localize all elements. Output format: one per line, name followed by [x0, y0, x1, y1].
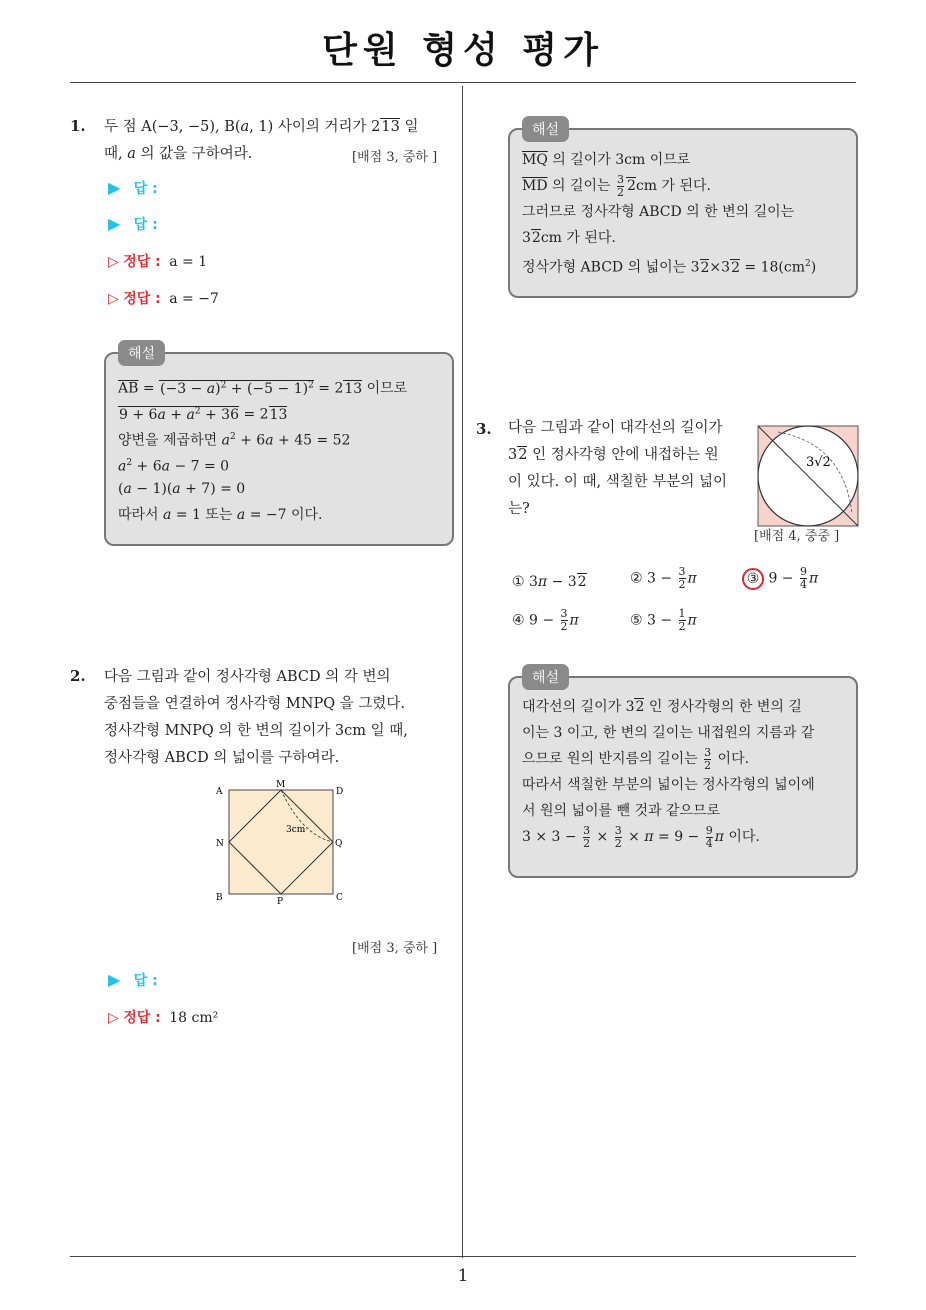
q2-line: 다음 그림과 같이 정사각형 ABCD 의 각 변의: [104, 669, 391, 685]
header-divider: [70, 82, 856, 83]
footer-divider: [70, 1256, 856, 1257]
q1-exp-line: $\overline{AB} = (-3 - a)^2 + (-5 - 1)^2 = 213$ 이므로: [118, 380, 408, 397]
q3-exp-line: 대각선의 길이가 32 인 정사각형의 한 변의 길: [522, 699, 802, 715]
label-q: Q: [335, 839, 343, 849]
q1-answer-1[interactable]: ▶ 답 :: [108, 178, 158, 197]
q3-choice-2[interactable]: ② 3 − $\frac{3}{2}$ π: [630, 565, 697, 591]
diagonal-label: 3√2: [806, 455, 831, 470]
page-title: 단원 형성 평가: [322, 30, 604, 71]
label-c: C: [336, 893, 343, 903]
q1-exp-line: 따라서 a = 1 또는 a = −7 이다.: [118, 507, 323, 523]
q3-choice-3[interactable]: ③ 9 − $\frac{9}{4}$ π: [742, 566, 818, 591]
q2-number: 2.: [70, 667, 86, 685]
q3-explanation-text: [522, 694, 852, 850]
q2-explanation-text: [522, 147, 852, 277]
q3-line: 이 있다. 이 때, 색칠한 부분의 넓이: [508, 474, 727, 490]
triangle-outline-icon: ▷: [108, 254, 119, 270]
q1-number: 1.: [70, 117, 86, 135]
q1-line2: 때, a 의 값을 구하여라.: [104, 146, 253, 162]
q1-line1: 두 점 A(−3, −5), B(a, 1) 사이의 거리가 213 일: [104, 119, 419, 135]
q2-points: [배점 3, 중하 ]: [352, 941, 438, 956]
q1-explanation-tag: 해설: [118, 340, 165, 366]
column-divider: [462, 86, 463, 1258]
arrow-right-icon: ▶: [108, 970, 121, 989]
q3-line: 는?: [508, 501, 530, 517]
q2-exp-line: 정삭가형 ABCD 의 넓이는 $32\times 32 = 18(cm^2)$: [522, 259, 817, 276]
q3-exp-line: 3 × 3 − $\frac{3}{2}$ × $\frac{3}{2}$ × π = 9 − $\frac{9}{4}$ π 이다.: [522, 823, 760, 850]
label-length: 3cm: [286, 825, 306, 835]
q2-line: 정사각형 ABCD 의 넓이를 구하여라.: [104, 750, 340, 766]
q1-exp-line: 양변을 제곱하면 $a^2 + 6a + 45 = 52$: [118, 432, 351, 449]
triangle-outline-icon: ▷: [108, 1010, 119, 1026]
square-abcd: [229, 790, 333, 894]
q3-choice-4[interactable]: ④ 9 − $\frac{3}{2}$ π: [512, 607, 579, 633]
q2-correct: ▷ 정답 : 18 cm²: [108, 1010, 219, 1026]
q2-answer[interactable]: ▶ 답 :: [108, 970, 158, 989]
q1-exp-line: $a^2 + 6a - 7 = 0$: [118, 458, 230, 475]
arrow-right-icon: ▶: [108, 178, 121, 197]
q2-exp-line: $\overline{MQ}$ 의 길이가 3cm 이므로: [522, 152, 691, 168]
label-d: D: [336, 787, 344, 797]
label-m: M: [276, 780, 286, 790]
q3-points: [배점 4, 중중 ]: [754, 529, 840, 544]
q2-exp-line: $\overline{MD}$ 의 길이는 $\frac{3}{2}$ 2cm 가 된다.: [522, 172, 711, 199]
q3-line: 다음 그림과 같이 대각선의 길이가: [508, 420, 723, 436]
q3-line: 32 인 정사각형 안에 내접하는 원: [508, 447, 719, 463]
q3-choice-1[interactable]: ① 3π − 32: [512, 574, 587, 590]
label-n: N: [216, 839, 224, 849]
q1-correct-2: ▷ 정답 : a = −7: [108, 291, 219, 307]
page-number: 1: [457, 1266, 469, 1286]
q3-choice-5[interactable]: ⑤ 3 − $\frac{1}{2}$ π: [630, 607, 697, 633]
q1-points: [배점 3, 중하 ]: [352, 150, 438, 165]
q2-exp-line: 그러므로 정사각형 ABCD 의 한 변의 길이는: [522, 204, 795, 220]
q3-exp-line: 따라서 색칠한 부분의 넓이는 정사각형의 넓이에: [522, 777, 815, 793]
q2-explanation-tag: 해설: [522, 116, 569, 142]
q1-exp-line: $9 + 6a + a^2 + 36 = 213$: [119, 406, 288, 423]
q3-explanation-tag: 해설: [522, 664, 569, 690]
label-p: P: [277, 897, 284, 906]
q2-line: 정사각형 MNPQ 의 한 변의 길이가 3cm 일 때,: [104, 723, 408, 739]
q2-text: [104, 664, 454, 772]
q2-figure: [212, 780, 352, 906]
q3-exp-line: 으므로 원의 반지름의 길이는 $\frac{3}{2}$ 이다.: [522, 745, 750, 772]
q3-exp-line: 이는 3 이고, 한 변의 길이는 내접원의 지름과 같: [522, 725, 815, 741]
q3-exp-line: 서 원의 넓이를 뺀 것과 같으므로: [522, 803, 721, 819]
triangle-outline-icon: ▷: [108, 291, 119, 307]
q1-correct-1: ▷ 정답 : a = 1: [108, 254, 208, 270]
selected-circle-icon: ③: [742, 568, 764, 590]
label-b: B: [216, 893, 223, 903]
q2-exp-line: 32cm 가 된다.: [522, 230, 616, 246]
arrow-right-icon: ▶: [108, 214, 121, 233]
label-a: A: [216, 787, 223, 797]
q2-line: 중점들을 연결하여 정사각형 MNPQ 을 그렸다.: [104, 696, 405, 712]
q3-text: [508, 415, 738, 523]
q3-figure: [756, 424, 860, 528]
q1-explanation-text: [118, 372, 448, 528]
q3-number: 3.: [476, 420, 492, 438]
q1-exp-line: (a − 1)(a + 7) = 0: [118, 481, 246, 497]
q1-answer-2[interactable]: ▶ 답 :: [108, 214, 158, 233]
